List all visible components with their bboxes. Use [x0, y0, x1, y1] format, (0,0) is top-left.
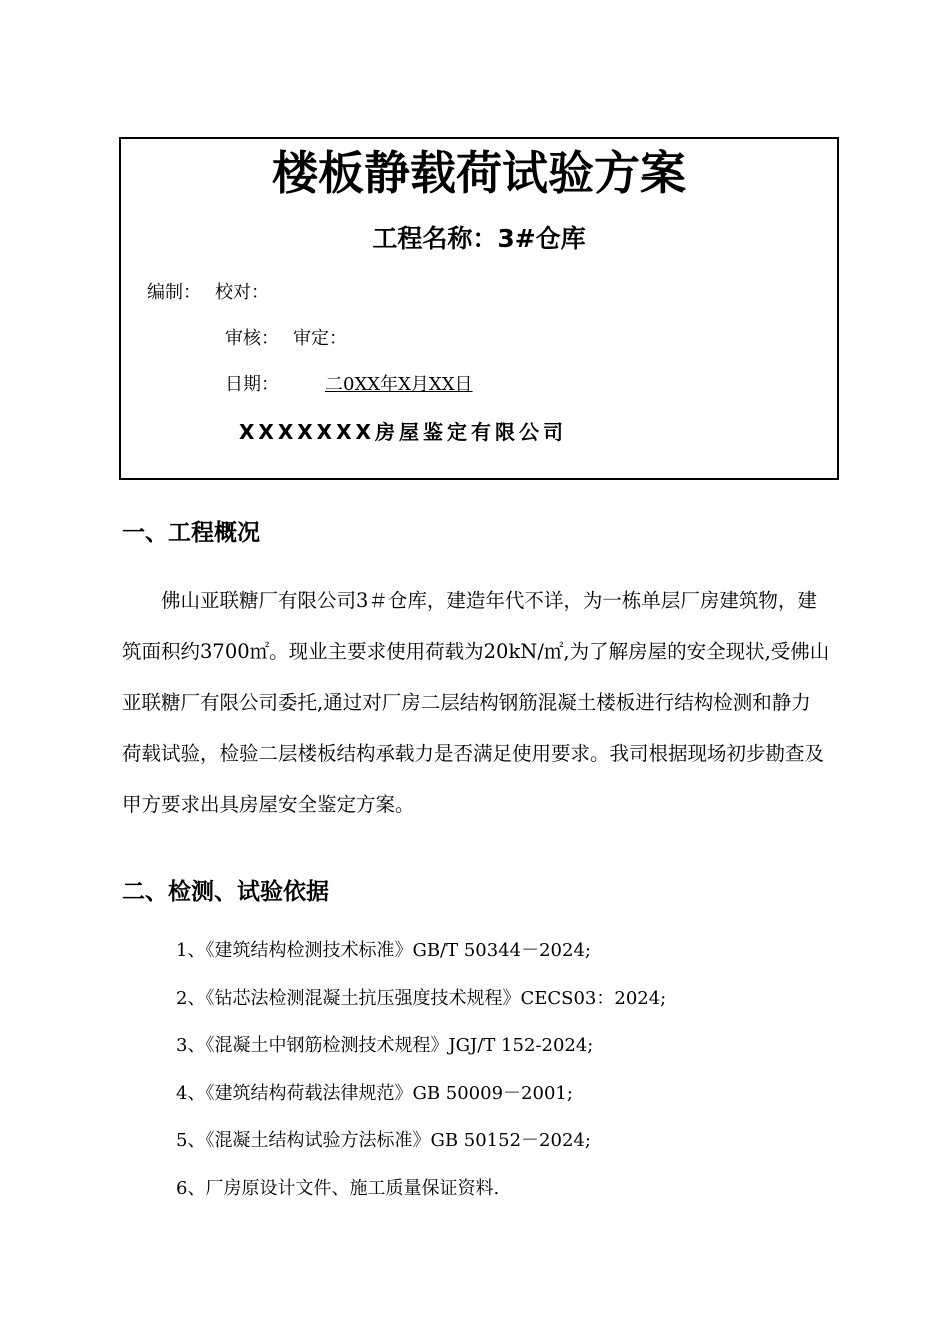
- cover-box: [119, 137, 839, 480]
- signature-row-2: [225, 327, 347, 351]
- reference-item: 5、《混凝土结构试验方法标准》GB 50152－2024;: [176, 1130, 591, 1151]
- checked-label: 校对：: [215, 282, 269, 303]
- compiled-label: 编制：: [147, 282, 201, 303]
- date-row: [225, 373, 473, 397]
- reference-item: 4、《建筑结构荷载法律规范》GB 50009－2001;: [176, 1082, 573, 1104]
- date-label: 日期：: [225, 374, 279, 395]
- overview-paragraph: 佛山亚联糖厂有限公司3＃仓库，建造年代不详，为一栋单层厂房建筑物，建筑面积约3700㎡。现业主要求使用荷载为20kN/㎡,为了解房屋的安全现状,受佛山亚联糖厂有限公司委托,通过对厂房二层结构钢筋混凝土楼板进行结构检测和静力荷载试验，检验二层楼板结构承载力是否满足使用要求。我司根据现场初步勘查及甲方要求出具房屋安全鉴定方案。: [122, 589, 830, 816]
- approved-label: 审定：: [293, 328, 347, 349]
- project-name: 工程名称：3#仓库: [372, 224, 586, 253]
- date-value: 二0XX年X月XX日: [325, 374, 473, 395]
- reference-item: 6、厂房原设计文件、施工质量保证资料.: [176, 1177, 500, 1199]
- section-heading-basis: 二、检测、试验依据: [122, 879, 329, 905]
- section-heading-overview: 一、工程概况: [122, 520, 260, 546]
- reference-list: [176, 927, 666, 1212]
- reference-item: 2、《钻芯法检测混凝土抗压强度技术规程》CECS03：2024;: [176, 987, 667, 1009]
- document-title: 楼板静载荷试验方案: [272, 146, 686, 200]
- company-name: XXXXXXX房屋鉴定有限公司: [239, 420, 567, 444]
- reference-item: 1、《建筑结构检测技术标准》GB/T 50344－2024;: [176, 940, 591, 961]
- signature-row-1: [147, 281, 269, 305]
- reviewed-label: 审核：: [225, 328, 279, 349]
- reference-item: 3、《混凝土中钢筋检测技术规程》JGJ/T 152-2024;: [176, 1035, 594, 1056]
